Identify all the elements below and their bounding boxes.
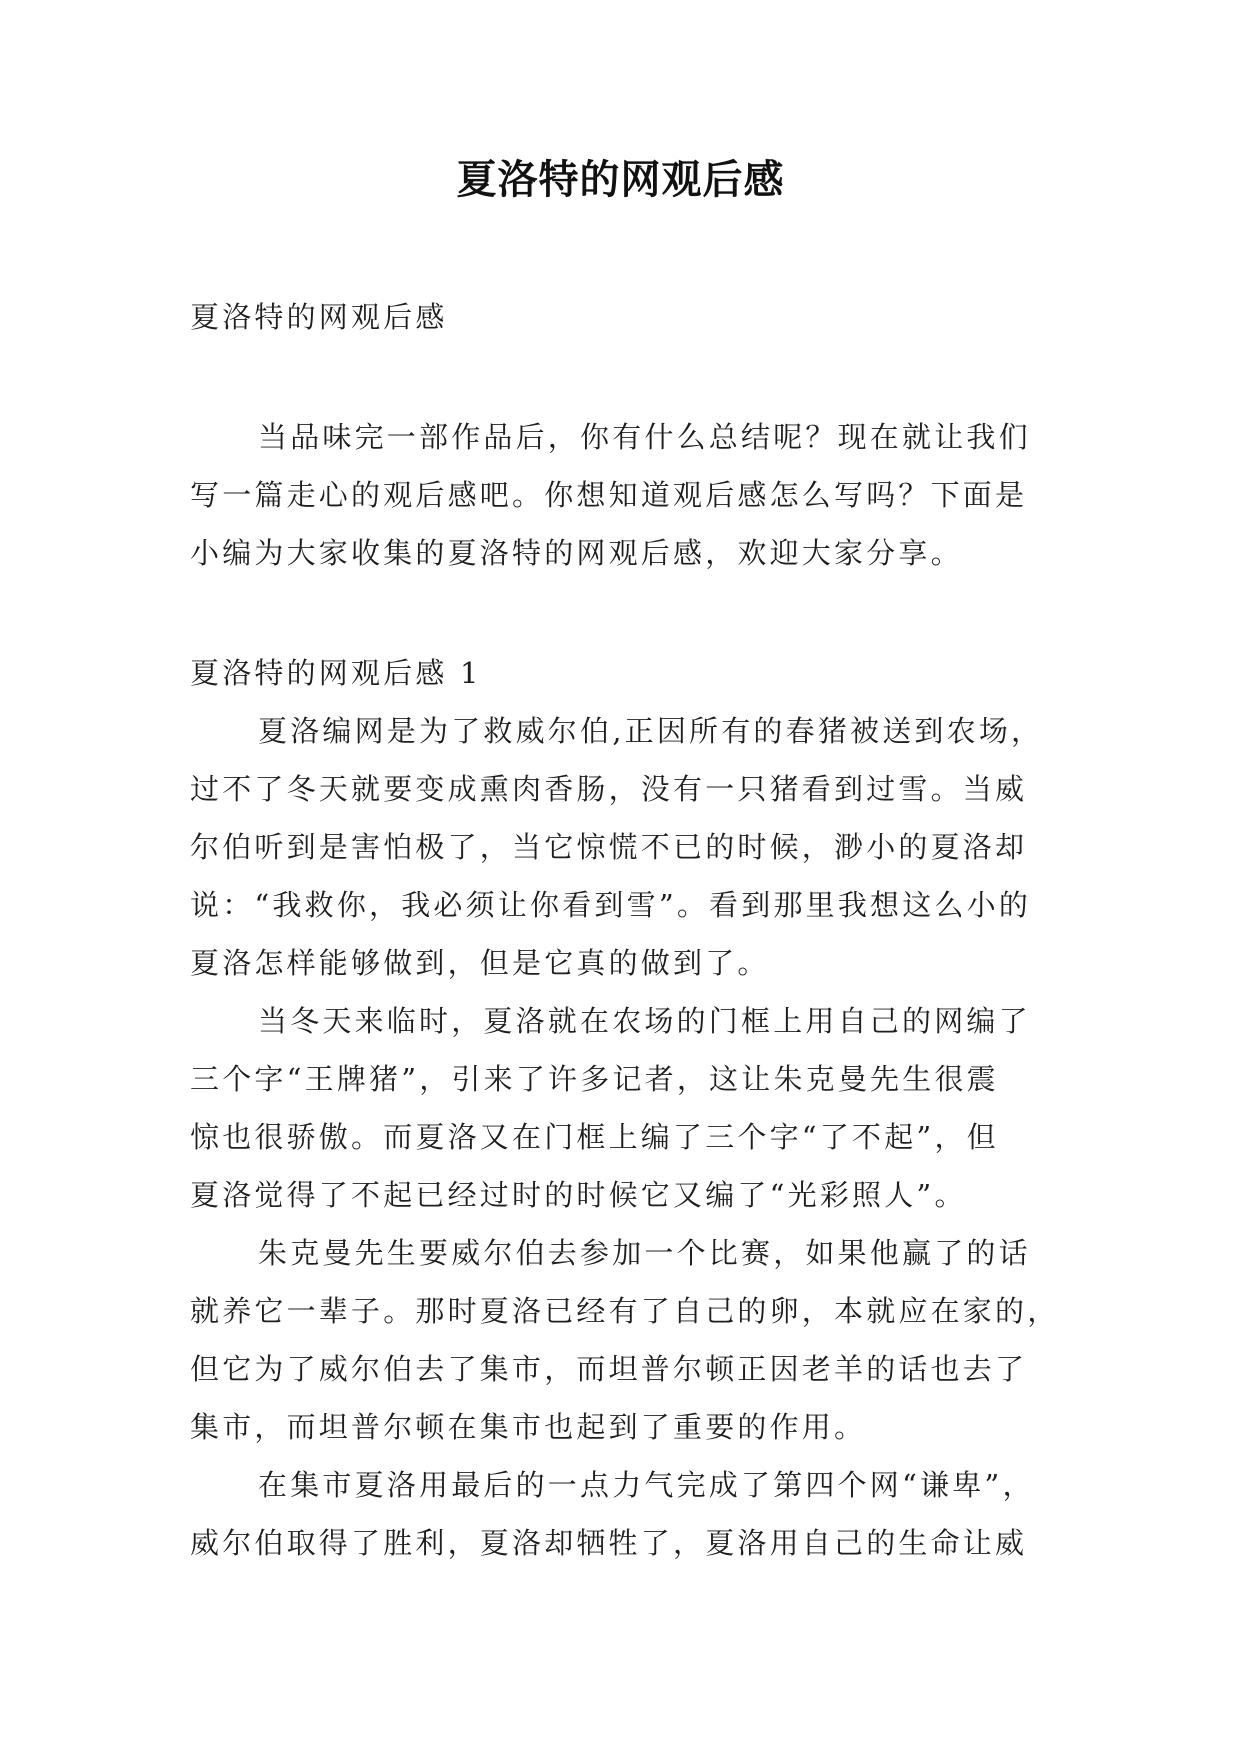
paragraph-line: 在集市夏洛用最后的一点力气完成了第四个网“谦卑”，	[258, 1468, 1035, 1502]
paragraph-1	[190, 702, 1062, 992]
intro-line: 小编为大家收集的夏洛特的网观后感，欢迎大家分享。	[190, 536, 963, 570]
paragraph-line: 三个字“王牌猪”，引来了许多记者，这让朱克曼先生很震	[190, 1062, 999, 1096]
intro-line: 当品味完一部作品后，你有什么总结呢？现在就让我们	[258, 420, 1031, 454]
intro-paragraph	[190, 408, 1062, 582]
paragraph-line: 说：“我救你，我必须让你看到雪”。看到那里我想这么小的	[190, 888, 1032, 922]
paragraph-line: 夏洛怎样能够做到，但是它真的做到了。	[190, 946, 770, 980]
paragraph-line: 夏洛觉得了不起已经过时的时候它又编了“光彩照人”。	[190, 1178, 967, 1212]
paragraph-line: 威尔伯取得了胜利，夏洛却牺牲了，夏洛用自己的生命让威	[190, 1526, 1028, 1560]
paragraph-line: 朱克曼先生要威尔伯去参加一个比赛，如果他赢了的话	[258, 1236, 1031, 1270]
paragraph-line: 尔伯听到是害怕极了，当它惊慌不已的时候，渺小的夏洛却	[190, 830, 1028, 864]
paragraph-line: 就养它一辈子。那时夏洛已经有了自己的卵，本就应在家的，	[190, 1294, 1060, 1328]
paragraph-3	[190, 1224, 1062, 1456]
paragraph-line: 但它为了威尔伯去了集市，而坦普尔顿正因老羊的话也去了	[190, 1352, 1028, 1386]
document-body	[190, 288, 1062, 1572]
intro-line: 写一篇走心的观后感吧。你想知道观后感怎么写吗？下面是	[190, 478, 1028, 512]
paragraph-line: 夏洛编网是为了救威尔伯,正因所有的春猪被送到农场，	[258, 714, 1044, 748]
paragraph-line: 惊也很骄傲。而夏洛又在门框上编了三个字“了不起”，但	[190, 1120, 999, 1154]
paragraph-line: 集市，而坦普尔顿在集市也起到了重要的作用。	[190, 1410, 867, 1444]
paragraph-line: 当冬天来临时，夏洛就在农场的门框上用自己的网编了	[258, 1004, 1031, 1038]
document-title: 夏洛特的网观后感	[456, 156, 785, 203]
paragraph-line: 过不了冬天就要变成熏肉香肠，没有一只猪看到过雪。当威	[190, 772, 1028, 806]
section-heading: 夏洛特的网观后感 1	[190, 656, 482, 690]
paragraph-2	[190, 992, 1062, 1224]
subtitle: 夏洛特的网观后感	[190, 300, 448, 334]
paragraph-4	[190, 1456, 1062, 1572]
